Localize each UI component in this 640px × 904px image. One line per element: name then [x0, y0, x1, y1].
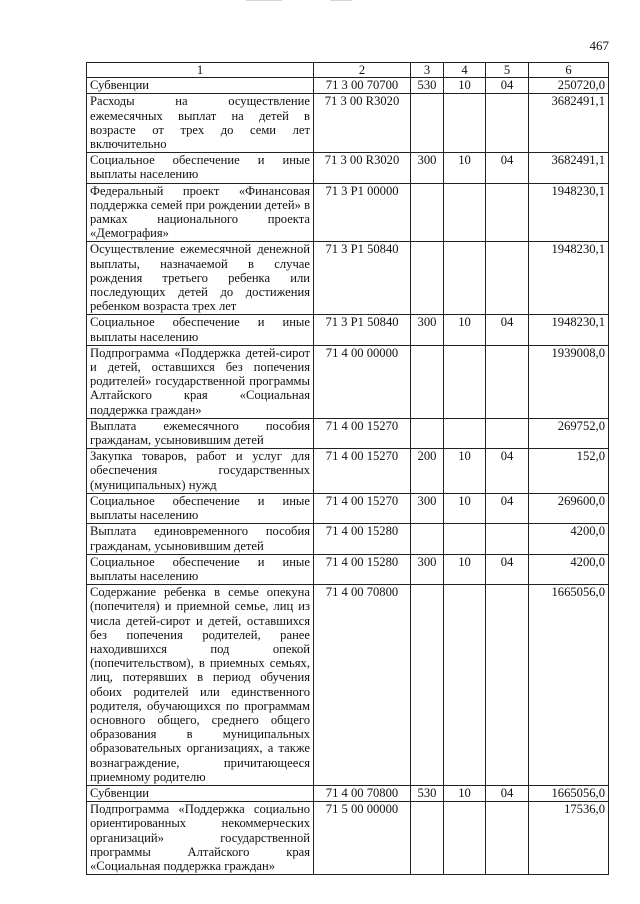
row-section-cell: 10 [444, 449, 486, 494]
row-code-cell: 71 3 P1 50840 [314, 242, 411, 315]
row-name-cell: Выплата ежемесячного пособия гражданам, усыновившим детей [87, 418, 314, 448]
row-code-cell: 71 4 00 15270 [314, 418, 411, 448]
header-col-2: 2 [314, 63, 411, 78]
row-expense-type-cell: 300 [411, 153, 444, 183]
row-amount-cell: 269752,0 [529, 418, 609, 448]
row-amount-cell: 1665056,0 [529, 785, 609, 801]
table-row [87, 585, 609, 786]
row-code-cell: 71 4 00 70800 [314, 585, 411, 786]
row-section-cell: 10 [444, 153, 486, 183]
row-section-cell [444, 94, 486, 153]
table-row [87, 785, 609, 801]
row-code-cell: 71 4 00 15280 [314, 524, 411, 554]
row-code-cell: 71 4 00 15270 [314, 449, 411, 494]
header-col-3: 3 [411, 63, 444, 78]
row-subsection-cell: 04 [486, 785, 529, 801]
table-header-row [87, 63, 609, 78]
row-amount-cell: 1948230,1 [529, 183, 609, 242]
row-expense-type-cell: 300 [411, 554, 444, 584]
row-section-cell: 10 [444, 315, 486, 345]
row-expense-type-cell [411, 802, 444, 875]
row-section-cell: 10 [444, 78, 486, 94]
row-code-cell: 71 4 00 15270 [314, 493, 411, 523]
table-row [87, 554, 609, 584]
row-amount-cell: 250720,0 [529, 78, 609, 94]
row-amount-cell: 269600,0 [529, 493, 609, 523]
row-section-cell [444, 183, 486, 242]
row-name-cell: Социальное обеспечение и иные выплаты населению [87, 554, 314, 584]
row-subsection-cell: 04 [486, 554, 529, 584]
row-expense-type-cell [411, 345, 444, 418]
row-expense-type-cell [411, 94, 444, 153]
row-amount-cell: 1948230,1 [529, 242, 609, 315]
row-expense-type-cell: 300 [411, 493, 444, 523]
budget-table [86, 62, 609, 875]
row-expense-type-cell [411, 585, 444, 786]
row-subsection-cell [486, 94, 529, 153]
row-expense-type-cell: 300 [411, 315, 444, 345]
row-expense-type-cell: 530 [411, 785, 444, 801]
row-amount-cell: 1948230,1 [529, 315, 609, 345]
table-row [87, 802, 609, 875]
row-subsection-cell: 04 [486, 493, 529, 523]
row-subsection-cell [486, 802, 529, 875]
row-section-cell: 10 [444, 785, 486, 801]
row-code-cell: 71 3 00 R3020 [314, 153, 411, 183]
row-name-cell: Закупка товаров, работ и услуг для обеспечения государственных (муниципальных) нужд [87, 449, 314, 494]
row-section-cell: 10 [444, 554, 486, 584]
row-amount-cell: 17536,0 [529, 802, 609, 875]
row-section-cell [444, 418, 486, 448]
table-row [87, 153, 609, 183]
row-subsection-cell: 04 [486, 78, 529, 94]
row-subsection-cell: 04 [486, 315, 529, 345]
row-code-cell: 71 3 P1 50840 [314, 315, 411, 345]
table-row [87, 78, 609, 94]
row-section-cell [444, 802, 486, 875]
row-amount-cell: 1939008,0 [529, 345, 609, 418]
page-number: 467 [589, 38, 609, 53]
row-name-cell: Подпрограмма «Поддержка детей-сирот и детей, оставшихся без попечения родителей» государственной программы Алтайского края «Социальная поддержка граждан» [87, 345, 314, 418]
row-amount-cell: 152,0 [529, 449, 609, 494]
row-expense-type-cell [411, 242, 444, 315]
row-expense-type-cell: 200 [411, 449, 444, 494]
table-row [87, 345, 609, 418]
row-name-cell: Содержание ребенка в семье опекуна (попечителя) и приемной семье, лиц из числа детей-сирот и детей, оставшихся без попечения родителей, ранее находившихся под опекой (попечительством), в приемных семьях, лиц, потерявших в период обучения обоих родителей или единственного родителя, обучающихся по программам основного общего, среднего общего образования в муниципальных образовательных организациях, а также вознаграждение, причитающееся приемному родителю [87, 585, 314, 786]
row-section-cell [444, 585, 486, 786]
row-code-cell: 71 3 00 70700 [314, 78, 411, 94]
row-expense-type-cell [411, 183, 444, 242]
row-name-cell: Расходы на осуществление ежемесячных выплат на детей в возрасте от трех до семи лет включительно [87, 94, 314, 153]
table-row [87, 418, 609, 448]
row-amount-cell: 4200,0 [529, 554, 609, 584]
table-row [87, 493, 609, 523]
row-amount-cell: 3682491,1 [529, 153, 609, 183]
row-code-cell: 71 3 00 R3020 [314, 94, 411, 153]
header-col-1: 1 [87, 63, 314, 78]
row-name-cell: Субвенции [87, 78, 314, 94]
header-col-4: 4 [444, 63, 486, 78]
row-name-cell: Федеральный проект «Финансовая поддержка семей при рождении детей» в рамках национального проекта «Демография» [87, 183, 314, 242]
row-name-cell: Социальное обеспечение и иные выплаты населению [87, 493, 314, 523]
header-col-5: 5 [486, 63, 529, 78]
row-subsection-cell: 04 [486, 449, 529, 494]
row-amount-cell: 1665056,0 [529, 585, 609, 786]
row-name-cell: Субвенции [87, 785, 314, 801]
scan-artifact [330, 0, 352, 1]
row-code-cell: 71 4 00 70800 [314, 785, 411, 801]
row-section-cell [444, 524, 486, 554]
table-row [87, 242, 609, 315]
row-subsection-cell [486, 524, 529, 554]
row-name-cell: Социальное обеспечение и иные выплаты населению [87, 315, 314, 345]
row-section-cell [444, 345, 486, 418]
row-subsection-cell [486, 183, 529, 242]
row-amount-cell: 3682491,1 [529, 94, 609, 153]
table-row [87, 183, 609, 242]
row-subsection-cell [486, 418, 529, 448]
table-row [87, 94, 609, 153]
row-code-cell: 71 4 00 00000 [314, 345, 411, 418]
row-name-cell: Подпрограмма «Поддержка социально ориентированных некоммерческих организаций» государственной программы Алтайского края «Социальная поддержка граждан» [87, 802, 314, 875]
row-name-cell: Выплата единовременного пособия гражданам, усыновившим детей [87, 524, 314, 554]
row-code-cell: 71 5 00 00000 [314, 802, 411, 875]
row-subsection-cell [486, 242, 529, 315]
row-subsection-cell: 04 [486, 153, 529, 183]
row-subsection-cell [486, 585, 529, 786]
header-col-6: 6 [529, 63, 609, 78]
row-name-cell: Социальное обеспечение и иные выплаты населению [87, 153, 314, 183]
row-expense-type-cell [411, 418, 444, 448]
row-code-cell: 71 3 P1 00000 [314, 183, 411, 242]
row-section-cell: 10 [444, 493, 486, 523]
row-amount-cell: 4200,0 [529, 524, 609, 554]
table-row [87, 524, 609, 554]
row-expense-type-cell [411, 524, 444, 554]
scan-artifact [246, 0, 282, 1]
row-subsection-cell [486, 345, 529, 418]
table-row [87, 449, 609, 494]
row-name-cell: Осуществление ежемесячной денежной выплаты, назначаемой в случае рождения третьего ребенка или последующих детей до достижения ребенком возраста трех лет [87, 242, 314, 315]
row-expense-type-cell: 530 [411, 78, 444, 94]
row-code-cell: 71 4 00 15280 [314, 554, 411, 584]
row-section-cell [444, 242, 486, 315]
table-row [87, 315, 609, 345]
